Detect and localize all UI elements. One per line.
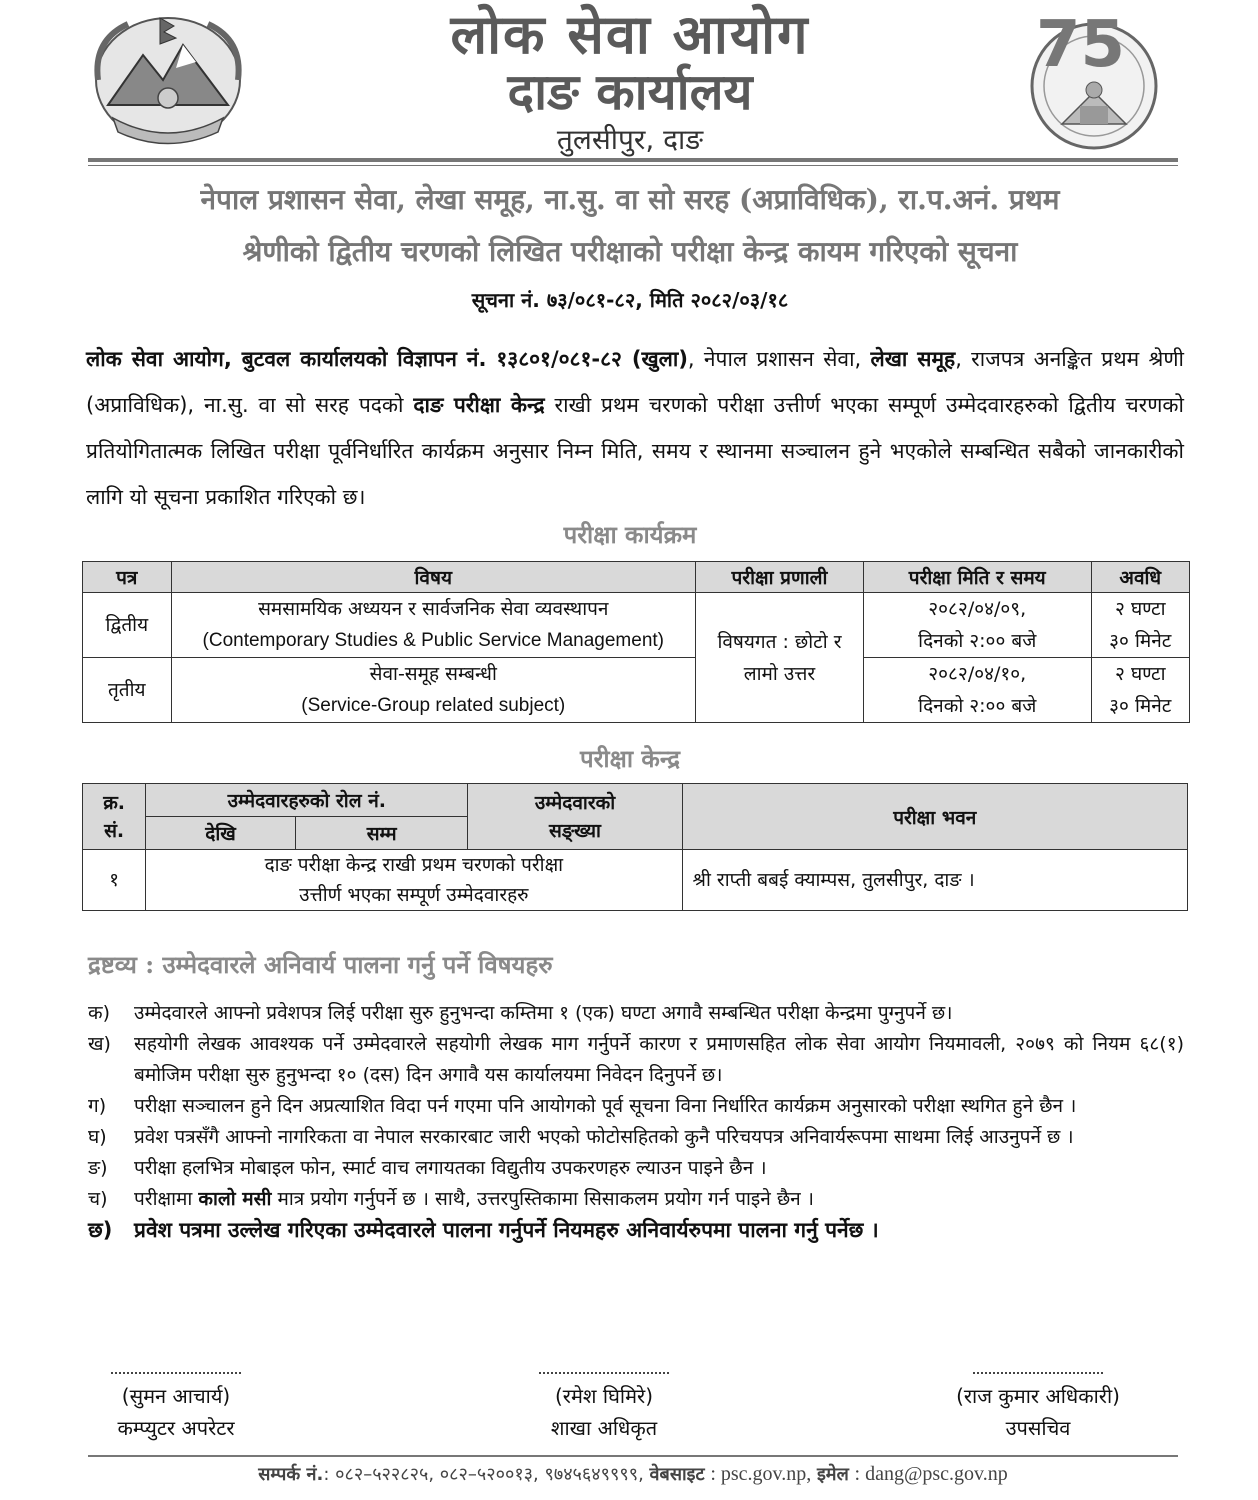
duration-cell	[1091, 658, 1189, 723]
list-text: प्रवेश पत्रमा उल्लेख गरिएका उम्मेदवारले पालना गर्नुपर्ने नियमहरु अनिवार्यरुपमा पालना गर्नु पर्नेछ ।	[134, 1218, 879, 1242]
exam-schedule-table	[82, 561, 1190, 723]
table-row	[83, 850, 1188, 911]
intro-bold-ad: लोक सेवा आयोग, बुटवल कार्यालयको विज्ञापन नं. १३८०१/०८१-८२ (खुला)	[86, 347, 688, 371]
intro-text: राखी प्रथम चरणको परीक्षा उत्तीर्ण भएका सम्पूर्ण उम्मेदवारहरुको द्वितीय चरणको प्रतियोगितात्मक लिखित परीक्षा पूर्वनिर्धारित कार्यक्रम अनुसार निम्न मिति, समय र स्थानमा सञ्चालन हुने भएकोले सम्बन्धित सबैको जानकारीको लागि यो सूचना प्रकाशित गरिएको छ।	[86, 393, 1184, 509]
datetime-cell	[863, 658, 1091, 723]
list-marker: घ)	[88, 1126, 107, 1148]
list-item	[88, 1029, 1184, 1091]
signature-line	[111, 1372, 241, 1374]
table-row	[83, 593, 1190, 658]
subject-en: (Service-Group related subject)	[301, 695, 566, 716]
list-marker: क)	[88, 1002, 111, 1024]
signatory	[46, 1372, 306, 1444]
letterhead	[0, 0, 1258, 170]
datetime-cell	[863, 593, 1091, 658]
exam-date: २०८२/०४/१०,	[928, 663, 1027, 685]
table-header-row	[83, 562, 1190, 593]
col-roll: उम्मेदवारहरुको रोल नं.	[146, 784, 468, 817]
col-duration: अवधि	[1091, 562, 1189, 593]
sn-cell: १	[83, 850, 146, 911]
exam-center-heading: परीक्षा केन्द्र	[579, 744, 681, 773]
instructions-heading: द्रष्टव्य : उम्मेदवारले अनिवार्य पालना गर्नु पर्ने विषयहरु	[88, 950, 553, 979]
subject-cell	[171, 658, 695, 723]
intro-paragraph	[86, 336, 1184, 520]
signatory-title: कम्प्युटर अपरेटर	[117, 1416, 235, 1440]
footer-divider	[88, 1455, 1178, 1457]
col-from: देखि	[146, 817, 296, 850]
list-item	[88, 1091, 1184, 1122]
signatory-title: उपसचिव	[1005, 1416, 1071, 1440]
col-subject: विषय	[171, 562, 695, 593]
col-paper: पत्र	[83, 562, 172, 593]
list-text: मात्र प्रयोग गर्नुपर्ने छ । साथै, उत्तरपुस्तिकामा सिसाकलम प्रयोग गर्न पाइने छैन ।	[271, 1188, 814, 1210]
list-item	[88, 1215, 1184, 1246]
signatory-title: शाखा अधिकृत	[550, 1416, 658, 1440]
candidates-line1: दाङ परीक्षा केन्द्र राखी प्रथम चरणको परीक्षा	[264, 854, 564, 876]
col-venue: परीक्षा भवन	[682, 784, 1187, 850]
organization-name: लोक सेवा आयोग	[450, 2, 810, 66]
signatory	[474, 1372, 734, 1444]
signature-line	[539, 1372, 669, 1374]
paper-cell: द्वितीय	[83, 593, 172, 658]
office-name: दाङ कार्यालय	[507, 62, 753, 121]
header-divider	[88, 158, 1178, 166]
table-row	[83, 658, 1190, 723]
email-label: इमेल	[816, 1464, 849, 1485]
list-text: परीक्षा सञ्चालन हुने दिन अप्रत्याशित विदा पर्न गएमा पनि आयोगको पूर्व सूचना विना निर्धारित कार्यक्रम अनुसारको परीक्षा स्थगित हुने छैन ।	[134, 1095, 1077, 1117]
duration-minutes: ३० मिनेट	[1109, 695, 1172, 717]
intro-text: , नेपाल प्रशासन सेवा,	[687, 347, 871, 371]
col-sn-line2: सं.	[104, 819, 125, 842]
duration-minutes: ३० मिनेट	[1109, 630, 1172, 652]
list-item	[88, 1184, 1184, 1215]
list-text-bold: कालो मसी	[198, 1188, 272, 1210]
nepal-emblem-icon	[88, 10, 248, 150]
list-item	[88, 998, 1184, 1029]
col-count-line1: उम्मेदवारको	[534, 791, 616, 814]
exam-center-table	[82, 783, 1188, 911]
email-link[interactable]: : dang@psc.gov.np	[854, 1463, 1008, 1485]
intro-text: , राजपत्र अनङ्कित प्रथम श्रेणी (अप्राविधिक), ना.सु. वा सो सरह पदको	[86, 347, 1184, 417]
intro-bold-center: दाङ परीक्षा केन्द्र	[413, 393, 545, 417]
instructions-list	[88, 998, 1184, 1246]
list-text: परीक्षामा	[134, 1188, 199, 1210]
signatory-name: (रमेश घिमिरे)	[554, 1384, 654, 1408]
website-label: वेबसाइट	[649, 1464, 705, 1485]
venue-cell: श्री राप्ती बबई क्याम्पस, तुलसीपुर, दाङ ।	[682, 850, 1187, 911]
intro-bold-group: लेखा समूह	[870, 347, 956, 371]
paper-cell: तृतीय	[83, 658, 172, 723]
anniversary-75-logo-icon	[1022, 6, 1167, 156]
table-header-row	[83, 784, 1188, 817]
contact-label: सम्पर्क नं.	[258, 1464, 324, 1485]
col-system: परीक्षा प्रणाली	[695, 562, 863, 593]
exam-schedule-heading: परीक्षा कार्यक्रम	[563, 520, 697, 549]
subject-np: समसामयिक अध्ययन र सार्वजनिक सेवा व्यवस्थापन	[258, 598, 609, 620]
list-marker: छ)	[88, 1218, 113, 1242]
duration-hours: २ घण्टा	[1115, 663, 1166, 685]
notice-title-line1: नेपाल प्रशासन सेवा, लेखा समूह, ना.सु. वा सो सरह (अप्राविधिक), रा.प.अनं. प्रथम	[200, 183, 1060, 216]
col-sn	[83, 784, 146, 850]
list-marker: ख)	[88, 1033, 111, 1055]
candidates-line2: उत्तीर्ण भएका सम्पूर्ण उम्मेदवारहरु	[299, 884, 529, 906]
contact-numbers: : ०८२–५२२८२५, ०८२–५२००१३, ९७४५६४९९९९,	[323, 1464, 644, 1485]
subject-en: (Contemporary Studies & Public Service Management)	[202, 630, 664, 651]
subject-np: सेवा-समूह सम्बन्धी	[369, 663, 497, 685]
subject-cell	[171, 593, 695, 658]
website-link[interactable]: : psc.gov.np,	[710, 1463, 812, 1485]
list-marker: ङ)	[88, 1157, 108, 1179]
duration-cell	[1091, 593, 1189, 658]
list-item	[88, 1122, 1184, 1153]
col-to: सम्म	[295, 817, 468, 850]
exam-date: २०८२/०४/०९,	[928, 598, 1027, 620]
col-count	[468, 784, 682, 850]
col-sn-line1: क्र.	[103, 791, 125, 814]
svg-text:75: 75	[1036, 8, 1126, 82]
list-text: उम्मेदवारले आफ्नो प्रवेशपत्र लिई परीक्षा सुरु हुनुभन्दा कम्तिमा १ (एक) घण्टा अगावै सम्बन्धित परीक्षा केन्द्रमा पुग्नुपर्ने छ।	[134, 1002, 953, 1024]
signatory-name: (राज कुमार अधिकारी)	[956, 1384, 1120, 1408]
col-count-line2: सङ्ख्या	[548, 819, 601, 842]
duration-hours: २ घण्टा	[1115, 598, 1166, 620]
list-marker: च)	[88, 1188, 108, 1210]
exam-time: दिनको २:०० बजे	[918, 695, 1037, 717]
list-item	[88, 1153, 1184, 1184]
notice-reference: सूचना नं. ७३/०८१-८२, मिति २०८२/०३/१८	[471, 288, 789, 312]
exam-time: दिनको २:०० बजे	[918, 630, 1037, 652]
office-location: तुलसीपुर, दाङ	[556, 123, 704, 156]
signatory	[908, 1372, 1168, 1444]
system-cell: विषयगत : छोटो र लामो उत्तर	[695, 593, 863, 723]
list-text: प्रवेश पत्रसँगै आफ्नो नागरिकता वा नेपाल सरकारबाट जारी भएको फोटोसहितको कुनै परिचयपत्र अनिवार्यरूपमा साथमा लिई आउनुपर्ने छ ।	[134, 1126, 1074, 1148]
list-text: सहयोगी लेखक आवश्यक पर्ने उम्मेदवारले सहयोगी लेखक माग गर्नुपर्ने कारण र प्रमाणसहित लोक सेवा आयोग नियमावली, २०७९ को नियम ६८(१) बमोजिम परीक्षा सुरु हुनुभन्दा १० (दस) दिन अगावै यस कार्यालयमा निवेदन दिनुपर्ने छ।	[134, 1033, 1184, 1086]
list-marker: ग)	[88, 1095, 107, 1117]
candidates-cell	[146, 850, 682, 911]
list-text: परीक्षा हलभित्र मोबाइल फोन, स्मार्ट वाच लगायतका विद्युतीय उपकरणहरु ल्याउन पाइने छैन ।	[134, 1157, 767, 1179]
footer-contact	[88, 1462, 1178, 1486]
signature-line	[973, 1372, 1103, 1374]
signatory-name: (सुमन आचार्य)	[121, 1384, 231, 1408]
col-datetime: परीक्षा मिति र समय	[863, 562, 1091, 593]
notice-title-line2: श्रेणीको द्वितीय चरणको लिखित परीक्षाको परीक्षा केन्द्र कायम गरिएको सूचना	[242, 235, 1018, 268]
